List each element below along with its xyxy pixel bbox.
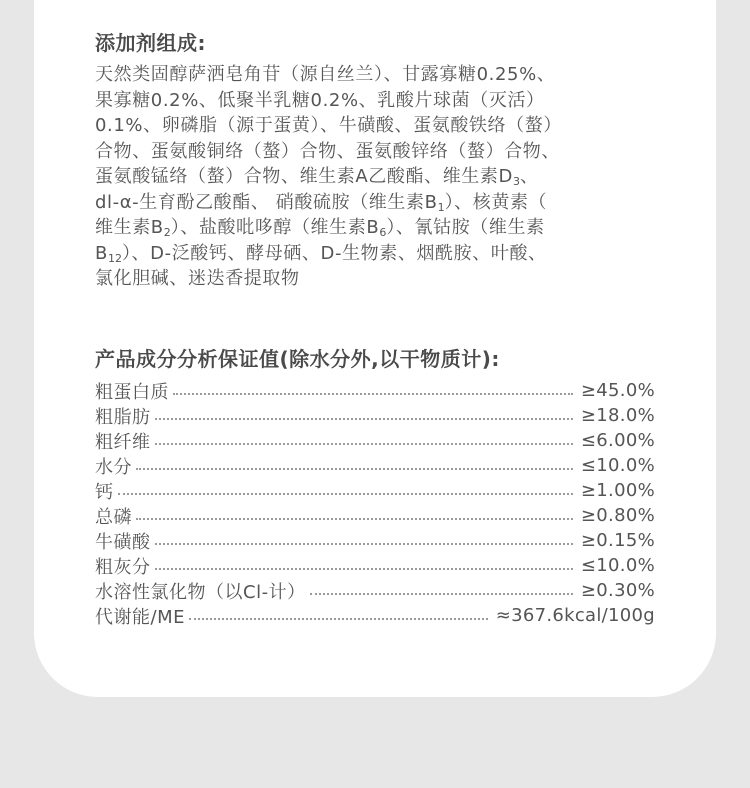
additives-line: $B_{12}$）、D-泛酸钙、酵母硒、D-生物素、烟酰胺、叶酸、 — [95, 242, 547, 265]
dot-leader — [310, 593, 573, 595]
additives-line: 合物、蛋氨酸铜络（螯）合物、蛋氨酸锌络（螯）合物、 — [95, 140, 560, 162]
additives-line: 氯化胆碱、迷迭香提取物 — [95, 268, 300, 289]
dot-leader — [118, 493, 573, 495]
additives-line: 果寡糖0.2%、低聚半乳糖0.2%、乳酸片球菌（灭活） — [95, 89, 545, 111]
analysis-row — [95, 403, 655, 428]
analysis-item-value: ≥45.0% — [580, 380, 655, 401]
additives-list — [95, 62, 655, 292]
dot-leader — [155, 568, 573, 570]
dot-leader — [189, 618, 488, 620]
analysis-item-name: 牛磺酸 — [95, 531, 151, 553]
analysis-row — [95, 603, 655, 628]
analysis-row — [95, 553, 655, 578]
analysis-row — [95, 528, 655, 553]
analysis-item-value: ≥18.0% — [580, 405, 655, 426]
additives-line: 0.1%、卵磷脂（源于蛋黄）、牛磺酸、蛋氨酸铁络（螯） — [95, 115, 562, 136]
analysis-item-name: 粗蛋白质 — [95, 381, 169, 403]
dot-leader — [136, 518, 573, 520]
analysis-item-value: ≥0.15% — [580, 530, 655, 551]
additives-line: dl-α-生育酚乙酸酯、 硝酸硫胺（维生素$B_1$）、核黄素（ — [95, 191, 548, 214]
additives-line: 维生素$B_2$）、盐酸吡哆醇（维生素$B_6$）、氰钴胺（维生素 — [95, 217, 545, 239]
analysis-item-name: 水溶性氯化物（以Cl-计） — [95, 581, 306, 603]
analysis-item-name: 总磷 — [95, 506, 132, 528]
analysis-item-value: ≤10.0% — [580, 455, 655, 476]
dot-leader — [136, 468, 573, 470]
additives-line: 蛋氨酸锰络（螯）合物、维生素A乙酸酯、维生素$D_3$、 — [95, 166, 539, 188]
analysis-table — [95, 378, 655, 628]
analysis-item-value: ≥0.80% — [580, 505, 655, 526]
analysis-row — [95, 378, 655, 403]
analysis-item-name: 粗纤维 — [95, 431, 151, 453]
analysis-item-name: 钙 — [95, 481, 114, 503]
analysis-item-name: 代谢能/ME — [95, 606, 185, 628]
analysis-item-name: 粗灰分 — [95, 556, 151, 578]
analysis-item-value: ≥0.30% — [580, 580, 655, 601]
additives-line: 天然类固醇萨洒皂角苷（源自丝兰）、甘露寡糖0.25%、 — [95, 64, 556, 85]
analysis-item-value: ≥1.00% — [580, 480, 655, 501]
analysis-row — [95, 428, 655, 453]
analysis-item-name: 水分 — [95, 456, 132, 478]
dot-leader — [155, 543, 573, 545]
analysis-title: 产品成分分析保证值(除水分外,以干物质计): — [95, 347, 500, 371]
additives-title: 添加剂组成: — [95, 31, 206, 55]
analysis-item-name: 粗脂肪 — [95, 406, 151, 428]
dot-leader — [155, 418, 573, 420]
analysis-item-value: ≈367.6kcal/100g — [495, 605, 655, 626]
analysis-row — [95, 578, 655, 603]
analysis-row — [95, 478, 655, 503]
dot-leader — [155, 443, 573, 445]
analysis-row — [95, 453, 655, 478]
analysis-row — [95, 503, 655, 528]
analysis-item-value: ≤6.00% — [580, 430, 655, 451]
dot-leader — [173, 393, 573, 395]
analysis-item-value: ≤10.0% — [580, 555, 655, 576]
